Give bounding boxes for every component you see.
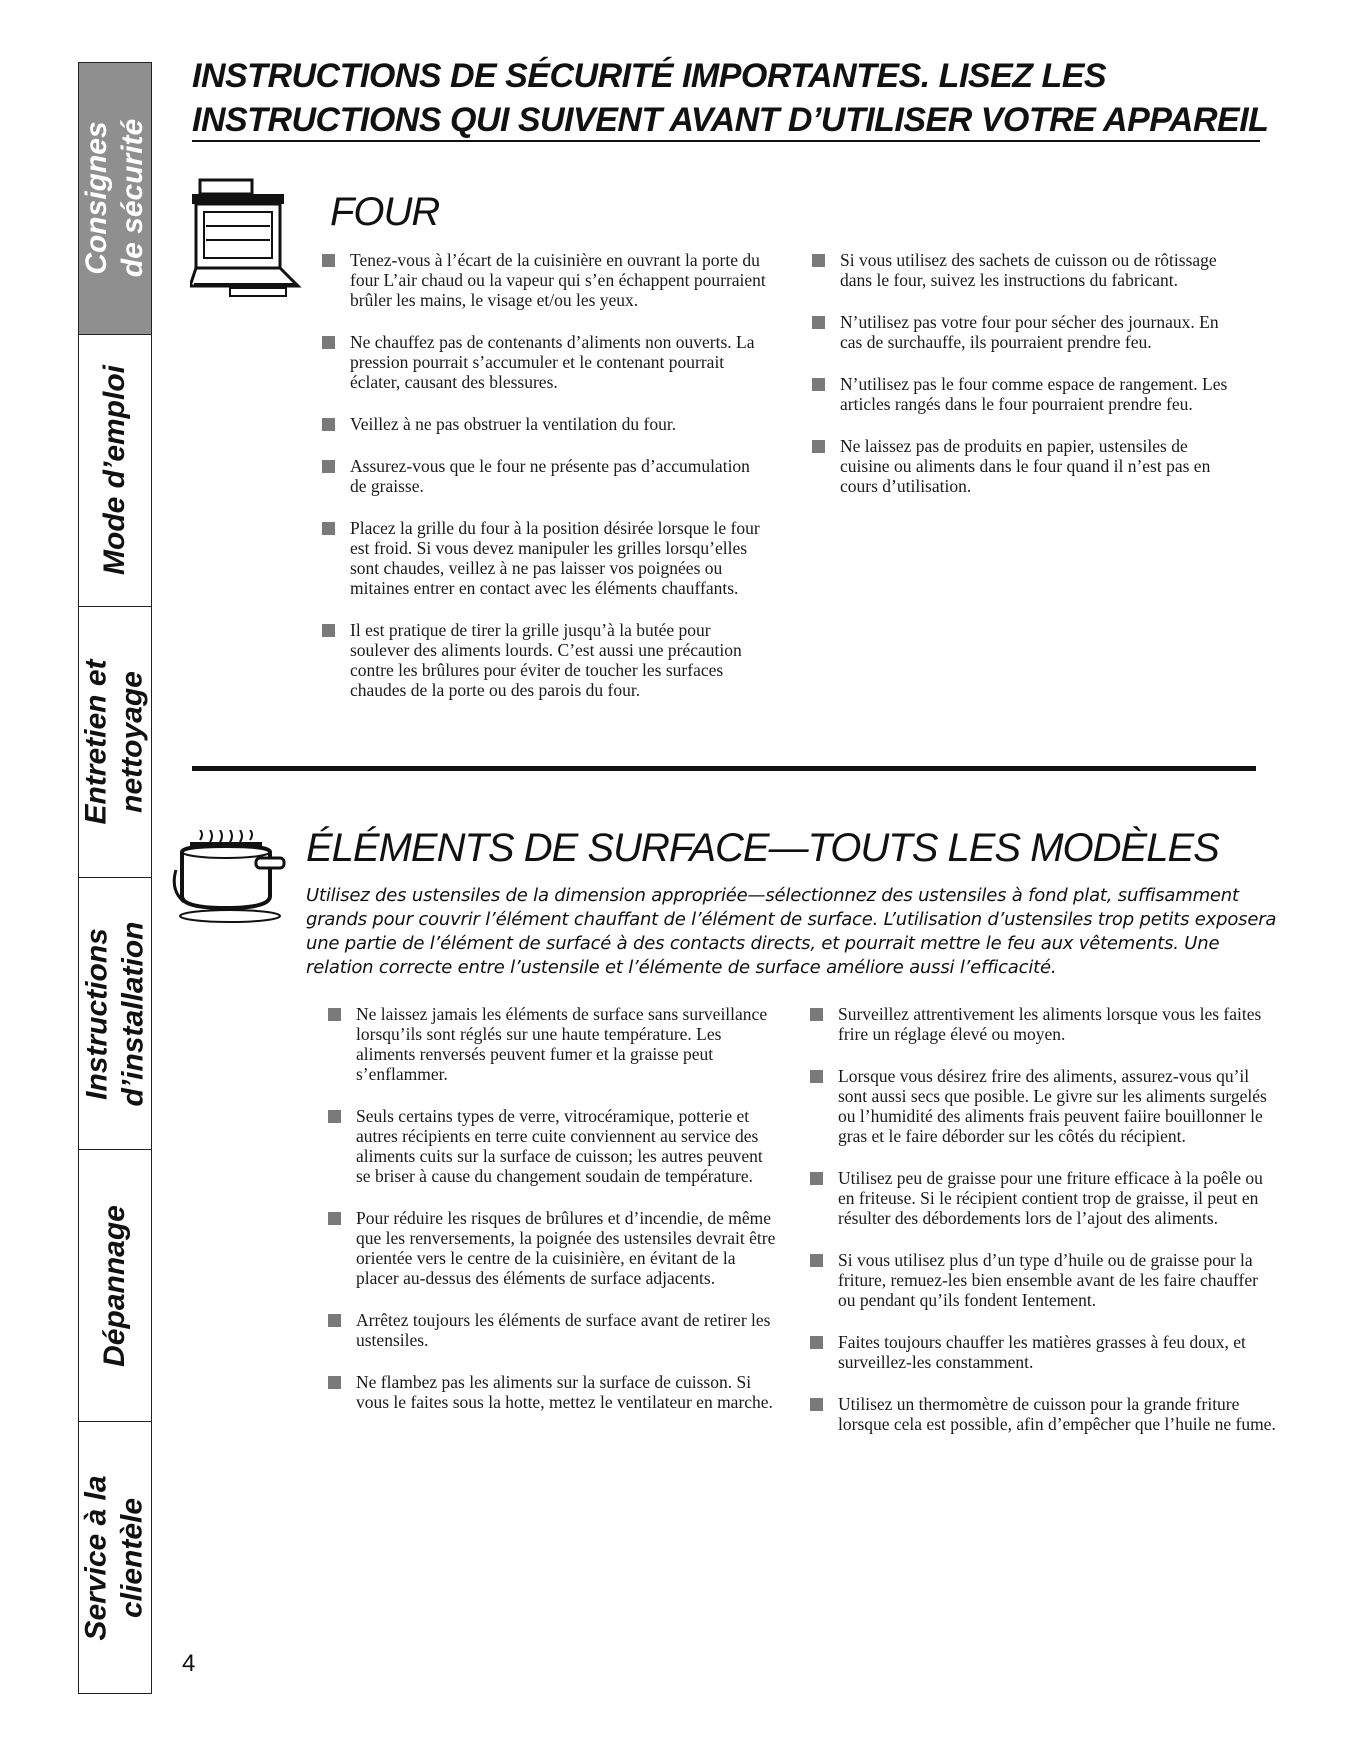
tab-depannage[interactable] xyxy=(79,1150,151,1422)
four-right-column xyxy=(810,250,1240,518)
four-left-column xyxy=(320,250,770,722)
section-title-four: FOUR xyxy=(330,190,440,234)
tab-label-line2: clientèle xyxy=(116,1497,150,1618)
bullet-item: Seuls certains types de verre, vitrocéramique, potterie et autres récipients en terre cuite conviennent au service des aliments cuits sur la surface de cuisson; les autres peuvent se briser à cause du changement soudain de température. xyxy=(326,1106,778,1186)
header-line2: INSTRUCTIONS QUI SUIVENT AVANT D’UTILISER VOTRE APPAREIL xyxy=(192,101,1269,139)
bullet-item: N’utilisez pas le four comme espace de rangement. Les articles rangés dans le four pourraient prendre feu. xyxy=(810,374,1240,414)
side-tabs xyxy=(78,62,152,1694)
bullet-item: Si vous utilisez plus d’un type d’huile ou de graisse pour la friture, remuez-les bien ensemble avant de les faire chauffer ou pendant qu’ils fondent Ientement. xyxy=(808,1250,1278,1310)
tab-label-line2: de sécurité xyxy=(116,119,150,278)
bullet-item: N’utilisez pas votre four pour sécher des journaux. En cas de surchauffe, ils pourraient prendre feu. xyxy=(810,312,1240,352)
surface-intro: Utilisez des ustensiles de la dimension appropriée—sélectionnez des ustensiles à fond plat, suffisamment grands pour couvrir l’élément chauffant de l’élément de surface. L’utilisation d’ustensiles trop petits exposera une partie de l’élément de surfacé à des contacts directs, et pourrait mettre le feu aux vêtements. Une relation correcte entre l’ustensile et l’élémente de surface améliore aussi l’efficacité. xyxy=(306,885,1277,978)
bullet-item: Placez la grille du four à la position désirée lorsque le four est froid. Si vous devez manipuler les grilles lorsqu’elles sont chaudes, veillez à ne pas laisser vos poignées ou mitaines entrer en contact avec les éléments chauffants. xyxy=(320,518,770,598)
bullet-item: Lorsque vous désirez frire des aliments, assurez-vous qu’il sont aussi secs que posible. Le givre sur les aliments surgelés ou l’humidité des aliments frais peuvent faiire bouillonner le gras et le faire déborder sur les côtés du récipient. xyxy=(808,1066,1278,1146)
bullet-item: Utilisez peu de graisse pour une friture efficace à la poêle ou en friteuse. Si le récipient contient trop de graisse, il peut en résulter des débordements lors de l’ajout des aliments. xyxy=(808,1168,1278,1228)
bullet-item: Ne flambez pas les aliments sur la surface de cuisson. Si vous le faites sous la hotte, mettez le ventilateur en marche. xyxy=(326,1372,778,1412)
bullet-item: Il est pratique de tirer la grille jusqu’à la butée pour soulever des aliments lourds. C’est aussi une précaution contre les brûlures pour éviter de toucher les surfaces chaudes de la porte ou des parois du four. xyxy=(320,620,770,700)
bullet-item: Arrêtez toujours les éléments de surface avant de retirer les ustensiles. xyxy=(326,1310,778,1350)
section-divider xyxy=(192,766,1256,771)
surface-right-column xyxy=(808,1004,1278,1456)
oven-icon xyxy=(190,178,302,306)
page-number: 4 xyxy=(182,1650,196,1677)
bullet-item: Ne laissez pas de produits en papier, ustensiles de cuisine ou aliments dans le four quand il n’est pas en cours d’utilisation. xyxy=(810,436,1240,496)
tab-label-line1: Dépannage xyxy=(98,1204,131,1367)
tab-consignes-de-securite[interactable] xyxy=(79,63,151,335)
bullet-item: Si vous utilisez des sachets de cuisson ou de rôtissage dans le four, suivez les instructions du fabricant. xyxy=(810,250,1240,290)
bullet-item: Pour réduire les risques de brûlures et d’incendie, de même que les renversements, la poignée des ustensiles devrait être orientée vers le centre de la cuisinière, en évitant de la placer au-dessus des éléments de surface adjacents. xyxy=(326,1208,778,1288)
tab-label-line1: Entretien et xyxy=(80,659,113,825)
section-title-surface: ÉLÉMENTS DE SURFACE—TOUTS LES MODÈLES xyxy=(306,826,1219,870)
bullet-item: Veillez à ne pas obstruer la ventilation du four. xyxy=(320,414,770,434)
tab-label-line1: Consignes xyxy=(80,121,114,276)
bullet-item: Assurez-vous que le four ne présente pas d’accumulation de graisse. xyxy=(320,456,770,496)
tab-label-line1: Instructions xyxy=(80,928,114,1100)
bullet-item: Faites toujours chauffer les matières grasses à feu doux, et surveillez-les constamment. xyxy=(808,1332,1278,1372)
header-underline xyxy=(192,140,1260,142)
bullet-item: Ne laissez jamais les éléments de surface sans surveillance lorsqu’ils sont réglés sur une haute température. Les aliments renversés peuvent fumer et la graisse peut s’enflammer. xyxy=(326,1004,778,1084)
tab-label-line1: Service à la xyxy=(80,1474,114,1641)
tab-entretien-et-nettoyage[interactable] xyxy=(79,607,151,879)
header-line1: INSTRUCTIONS DE SÉCURITÉ IMPORTANTES. LISEZ LES xyxy=(192,57,1107,95)
bullet-item: Surveillez attrentivement les aliments lorsque vous les faites frire un réglage élevé ou moyen. xyxy=(808,1004,1278,1044)
tab-mode-d-emploi[interactable] xyxy=(79,335,151,607)
surface-left-column xyxy=(326,1004,778,1434)
bullet-item: Tenez-vous à l’écart de la cuisinière en ouvrant la porte du four L’air chaud ou la vapeur qui s’en échappent pourraient brûler les mains, le visage et/ou les yeux. xyxy=(320,250,770,310)
tab-label-line2: nettoyage xyxy=(116,671,149,813)
bullet-item: Utilisez un thermomètre de cuisson pour la grande friture lorsque cela est possible, afin d’empêcher que l’huile ne fume. xyxy=(808,1394,1278,1434)
tab-label-line2: d’installation xyxy=(116,921,150,1107)
bullet-item: Ne chauffez pas de contenants d’aliments non ouverts. La pression pourrait s’accumuler et le contenant pourrait éclater, causant des blessures. xyxy=(320,332,770,392)
tab-service-a-la-clientele[interactable] xyxy=(79,1422,151,1693)
tab-label-line1: Mode d’emploi xyxy=(98,365,131,576)
page-header xyxy=(192,54,1269,142)
tab-instructions-d-installation[interactable] xyxy=(79,878,151,1150)
pot-icon xyxy=(170,830,290,926)
